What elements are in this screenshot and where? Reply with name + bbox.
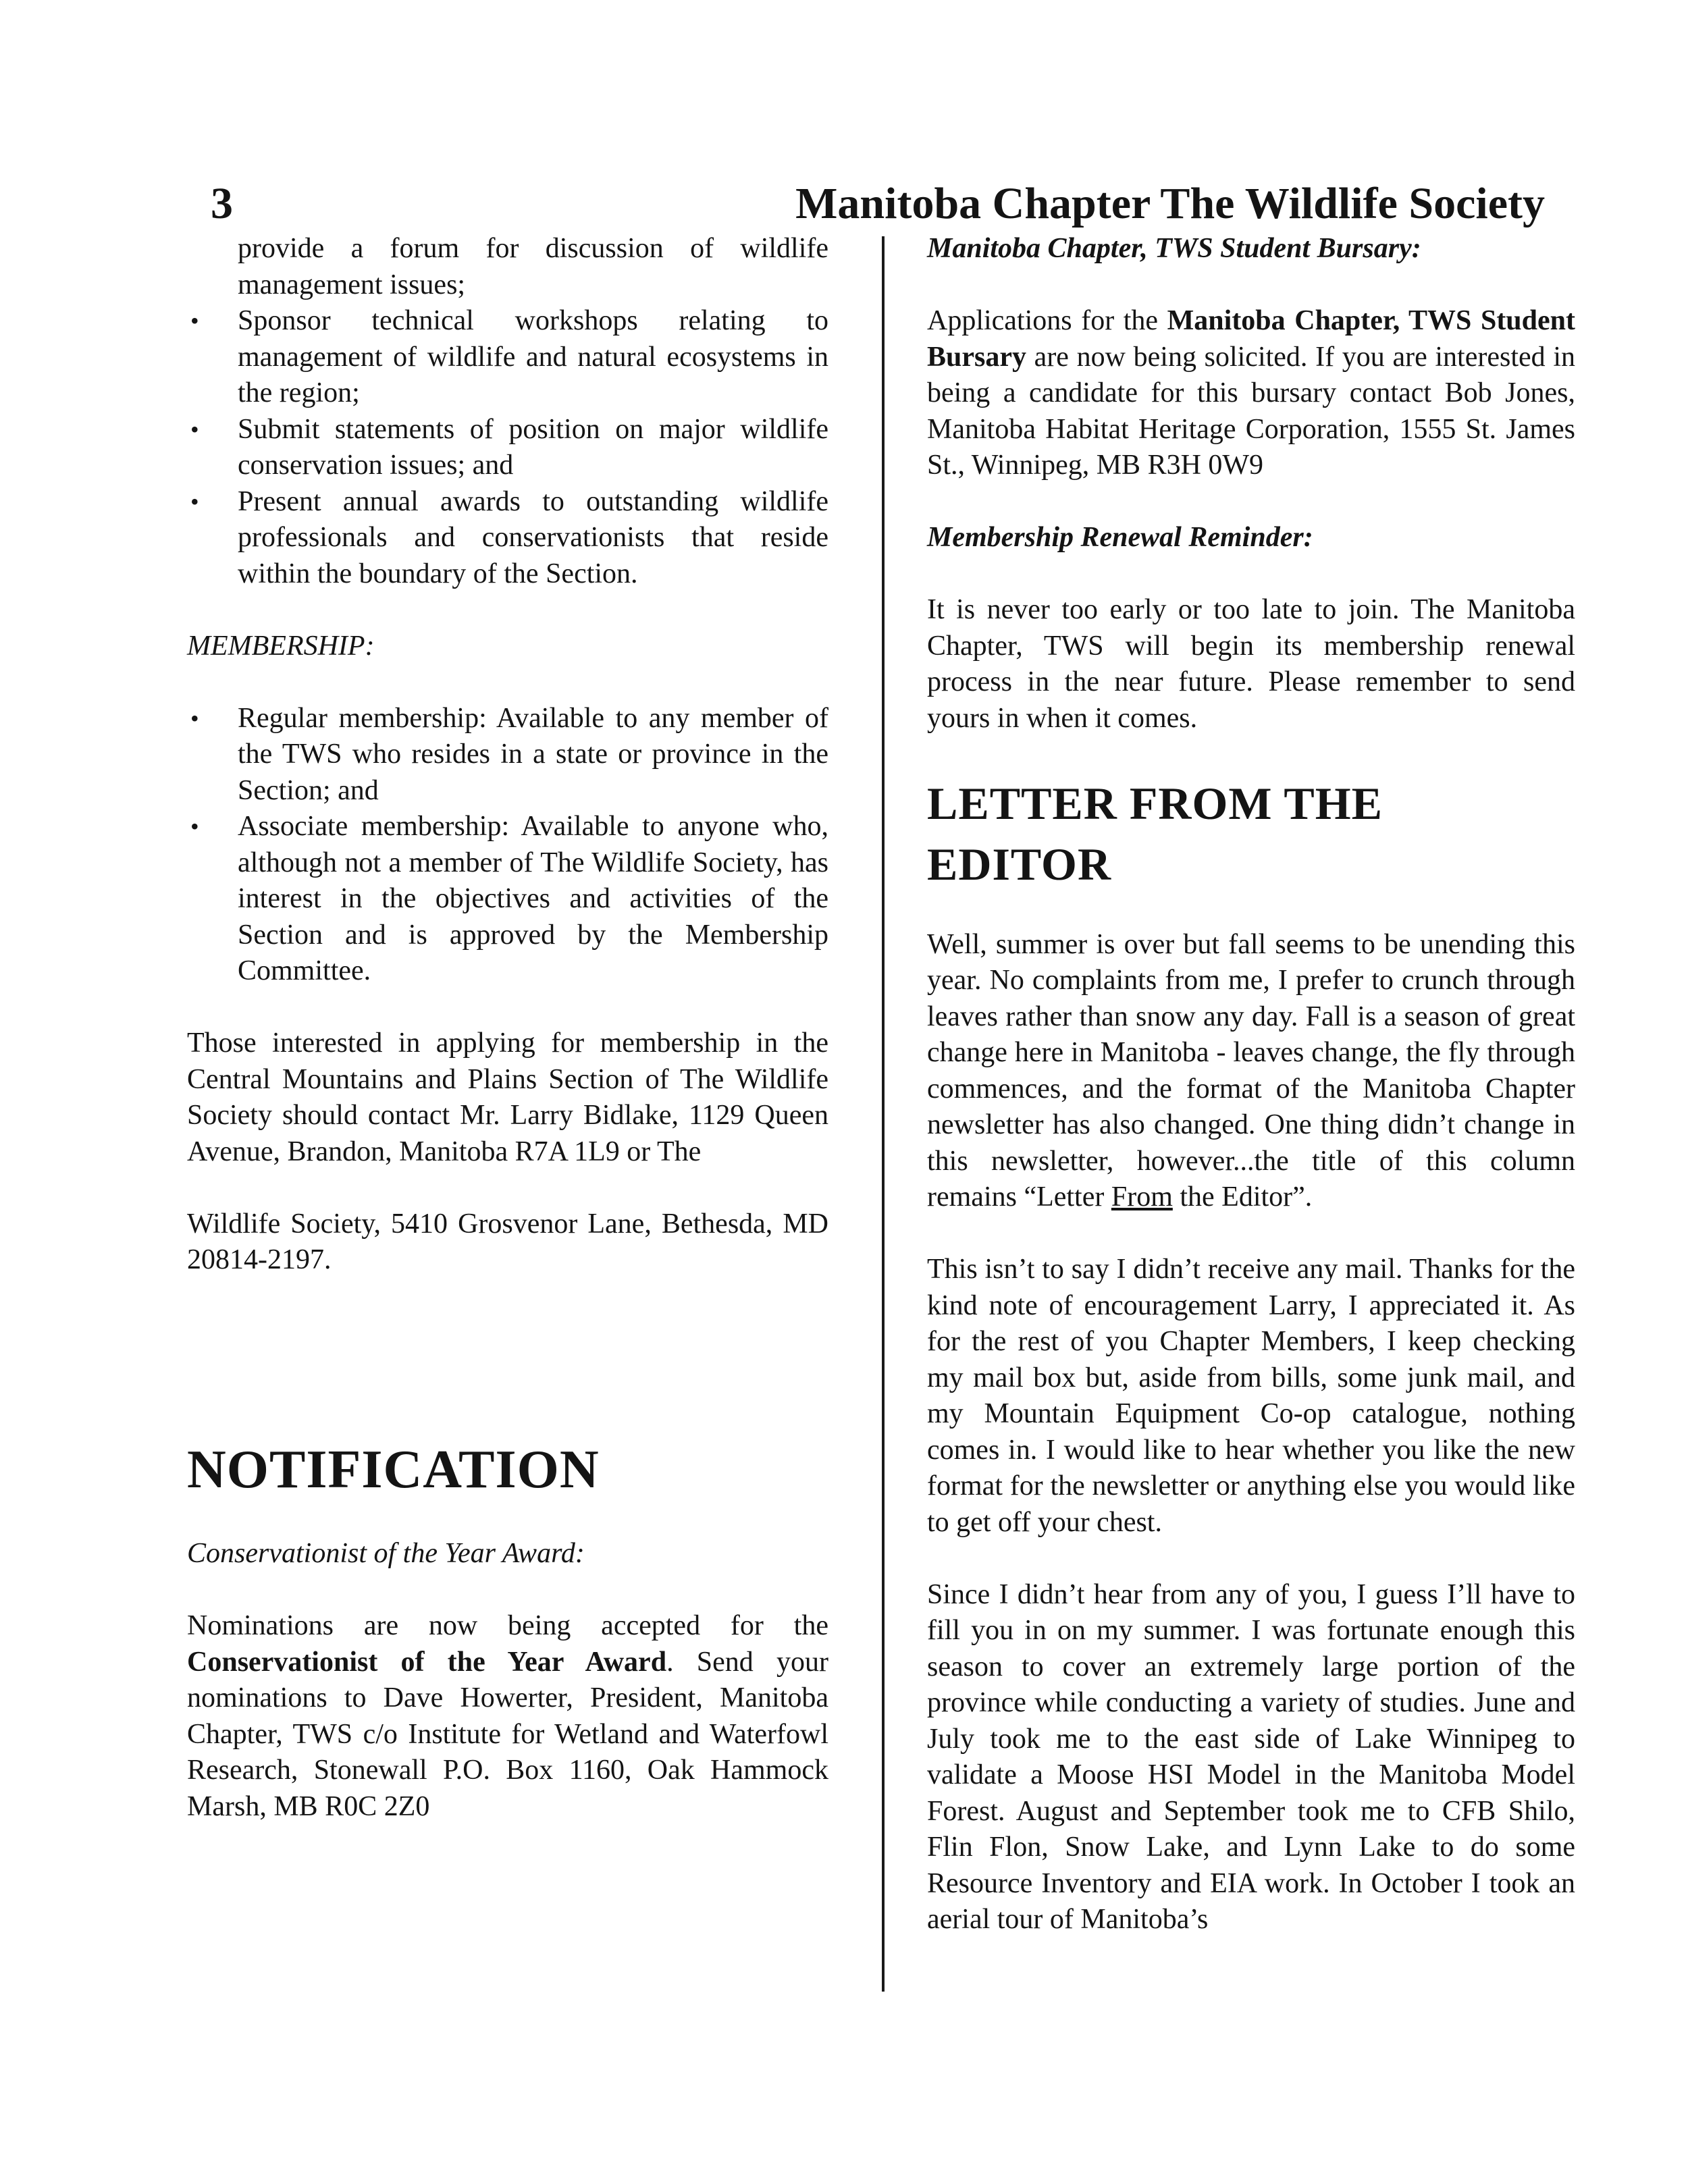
editor-p1-end: the Editor”. (1172, 1181, 1313, 1213)
membership-heading: MEMBERSHIP: (187, 630, 375, 662)
editor-letter-title: LETTER FROM THE EDITOR (927, 777, 1383, 890)
bursary-paragraph (927, 303, 1575, 484)
list-item: • Submit statements of position on major wildlife conservation issues; and (187, 412, 828, 484)
award-heading: Conservationist of the Year Award: (187, 1538, 585, 1569)
bursary-heading: Manitoba Chapter, TWS Student Bursary: (927, 233, 1421, 264)
membership-list (187, 701, 828, 990)
renewal-heading: Membership Renewal Reminder: (927, 522, 1313, 553)
spacer (187, 1503, 828, 1536)
editor-paragraph-3: Since I didn’t hear from any of you, I guess I’ll have to fill you in on my summer. I was fortunate enough this season to cover an extremely large portion of the province while conducting a variety of studies. June and July took me to the east side of Lake Winnipeg to validate a Moose HSI Model in the Manitoba Model Forest. August and September took me to CFB Shilo, Flin Flon, Snow Lake, and Lynn Lake to do some Resource Inventory and EIA work. In October I took an aerial tour of Manitoba’s (927, 1578, 1575, 1935)
award-text-start: Nominations are now being accepted for the (187, 1610, 828, 1641)
bursary-text-end: are now being solicited. If you are interested in being a candidate for this bursary contact Bob Jones, Manitoba Habitat Heritage Corporation, 1555 St. James St., Winnipeg, MB R3H 0W9 (927, 341, 1575, 481)
continued-bullet-text: provide a forum for discussion of wildlife management issues; (238, 233, 828, 300)
award-name: Conservationist of the Year Award (187, 1646, 667, 1678)
membership-address-paragraph: Wildlife Society, 5410 Grosvenor Lane, Bethesda, MD 20814-2197. (187, 1208, 828, 1275)
spacer (187, 990, 828, 1026)
underlined-from: From (1111, 1181, 1173, 1213)
list-item: • Associate membership: Available to anyone who, although not a member of The Wildlife Society, has interest in the objectives and activities of the Section and is approved by the Membership Committee. (187, 809, 828, 990)
award-paragraph (187, 1608, 828, 1825)
left-column (187, 231, 828, 1861)
page-number: 3 (211, 179, 233, 228)
editor-paragraph-1 (927, 927, 1575, 1216)
bursary-text-start: Applications for the (927, 305, 1159, 336)
notification-title: NOTIFICATION (187, 1440, 600, 1499)
objectives-list (187, 303, 828, 592)
list-item: • Sponsor technical workshops relating to management of wildlife and natural ecosystems in the region; (187, 303, 828, 412)
membership-contact-paragraph: Those interested in applying for membership in the Central Mountains and Plains Section of The Wildlife Society should contact Mr. Larry Bidlake, 1129 Queen Avenue, Brandon, Manitoba R7A 1L9 or The (187, 1028, 828, 1167)
column-divider (882, 236, 885, 1992)
right-column (927, 231, 1575, 1938)
spacer (927, 895, 1575, 927)
editor-p1-text: Well, summer is over but fall seems to be unending this year. No complaints from me, I prefer to crunch through leaves rather than snow any day. Fall is a season of great change here in Manitoba - leaves change, the fly through commences, and the format of the Manitoba Chapter newsletter has also changed. One thing didn’t change in this newsletter, however...the title of this column remains “Letter (927, 928, 1575, 1213)
renewal-paragraph: It is never too early or too late to join. The Manitoba Chapter, TWS will begin its membership renewal process in the near future. Please remember to send yours in when it comes. (927, 594, 1575, 734)
list-item: • Regular membership: Available to any member of the TWS who resides in a state or province in the Section; and (187, 701, 828, 809)
bursary-name: Manitoba Chapter, TWS Student Bursary (927, 305, 1576, 373)
spacer (187, 592, 828, 629)
publication-title: Manitoba Chapter The Wildlife Society (795, 179, 1545, 228)
award-text-end: . Send your nominations to Dave Howerter, President, Manitoba Chapter, TWS c/o Institute for Wetland and Waterfowl Research, Stonewall P.O. Box 1160, Oak Hammock Marsh, MB R0C 2Z0 (187, 1646, 828, 1822)
list-item: • Present annual awards to outstanding wildlife professionals and conservationists that reside within the boundary of the Section. (187, 484, 828, 593)
spacer (187, 1314, 828, 1436)
editor-paragraph-2: This isn’t to say I didn’t receive any mail. Thanks for the kind note of encouragement Larry, I appreciated it. As for the rest of you Chapter Members, I keep checking my mail box but, aside from bills, some junk mail, and my Mountain Equipment Co-op catalogue, nothing comes in. I would like to hear whether you like the new format for the newsletter or anything else you would like to get off your chest. (927, 1254, 1575, 1538)
